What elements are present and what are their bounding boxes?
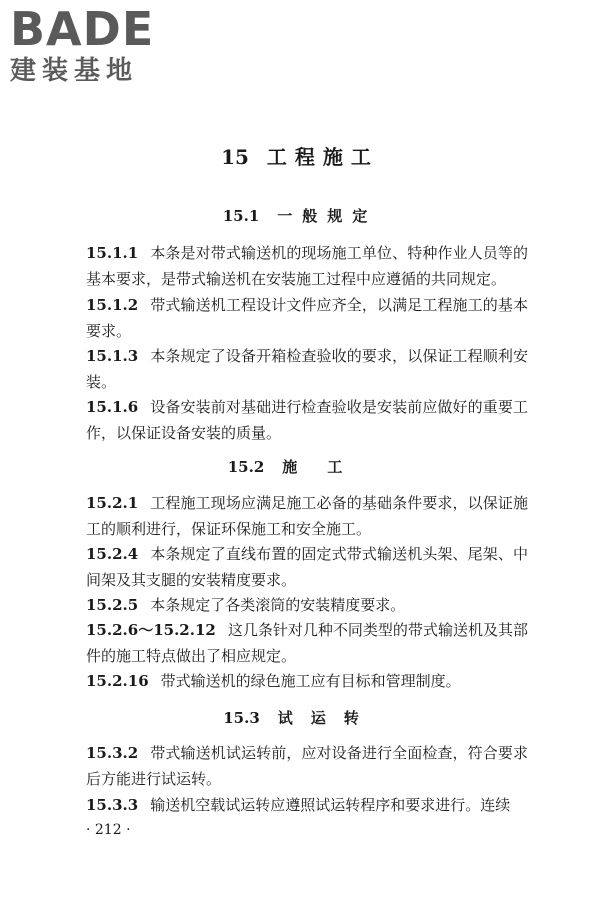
- clause-text: 带式输送机工程设计文件应齐全，以满足工程施工的基本要求。: [86, 296, 528, 340]
- clause-text: 本条规定了直线布置的固定式带式输送机头架、尾架、中间架及其支腿的安装精度要求。: [86, 545, 528, 589]
- clause-15-2-6-12: [86, 617, 528, 669]
- clause-text: 这几条针对几种不同类型的带式输送机及其部件的施工特点做出了相应规定。: [86, 621, 528, 665]
- section-title-15-1: [0, 205, 600, 227]
- section-number: 15.3: [223, 709, 260, 727]
- clause-text: 工程施工现场应满足施工必备的基础条件要求，以保证施工的顺利进行，保证环保施工和安全施工。: [86, 494, 528, 538]
- clause-15-1-6: [86, 394, 528, 446]
- section-number: 15.1: [222, 207, 260, 225]
- clause-text: 带式输送机试运转前，应对设备进行全面检查，符合要求后方能进行试运转。: [86, 744, 528, 788]
- clause-15-2-16: [86, 668, 528, 694]
- clause-text: 带式输送机的绿色施工应有目标和管理制度。: [160, 672, 461, 690]
- clause-text: 设备安装前对基础进行检查验收是安装前应做好的重要工作，以保证设备安装的质量。: [86, 398, 528, 442]
- clause-15-2-5: [86, 592, 528, 618]
- section-title-15-2: [0, 456, 600, 478]
- clause-text: 本条是对带式输送机的现场施工单位、特种作业人员等的基本要求，是带式输送机在安装施工过程中应遵循的共同规定。: [86, 244, 528, 288]
- clause-15-3-2: [86, 740, 528, 792]
- logo-tagline: 建装基地: [10, 56, 139, 86]
- clause-text: 本条规定了设备开箱检查验收的要求，以保证工程顺利安装。: [86, 347, 528, 391]
- clause-number: 15.2.6～15.2.12: [86, 621, 216, 639]
- page-number: · 212 ·: [86, 822, 131, 838]
- clause-number: 15.1.6: [86, 398, 139, 416]
- clause-text: 本条规定了各类滚筒的安装精度要求。: [150, 596, 406, 614]
- clause-15-2-1: [86, 490, 528, 542]
- clause-15-1-2: [86, 292, 528, 344]
- logo-brand: BADE: [10, 2, 155, 56]
- clause-number: 15.2.4: [86, 545, 139, 563]
- clause-number: 15.2.5: [86, 596, 139, 614]
- clause-number: 15.3.2: [86, 744, 139, 762]
- clause-15-1-3: [86, 343, 528, 395]
- section-heading: 一般规定: [277, 207, 378, 225]
- clause-number: 15.1.1: [86, 244, 139, 262]
- clause-15-2-4: [86, 541, 528, 593]
- section-number: 15.2: [227, 458, 265, 476]
- clause-number: 15.3.3: [86, 796, 139, 814]
- chapter-title: [0, 143, 600, 171]
- clause-number: 15.1.2: [86, 296, 139, 314]
- chapter-number: 15: [221, 145, 249, 169]
- section-title-15-3: [0, 707, 600, 729]
- clause-text: 输送机空载试运转应遵照试运转程序和要求进行。连续: [150, 796, 511, 814]
- clause-15-1-1: [86, 240, 528, 292]
- section-heading: 试运转: [277, 709, 377, 727]
- clause-number: 15.2.16: [86, 672, 149, 690]
- clause-15-3-3: [86, 792, 528, 818]
- section-heading: 施工: [282, 458, 373, 476]
- publisher-logo: [10, 2, 180, 86]
- chapter-heading: 工程施工: [266, 145, 379, 169]
- clause-number: 15.2.1: [86, 494, 139, 512]
- clause-number: 15.1.3: [86, 347, 139, 365]
